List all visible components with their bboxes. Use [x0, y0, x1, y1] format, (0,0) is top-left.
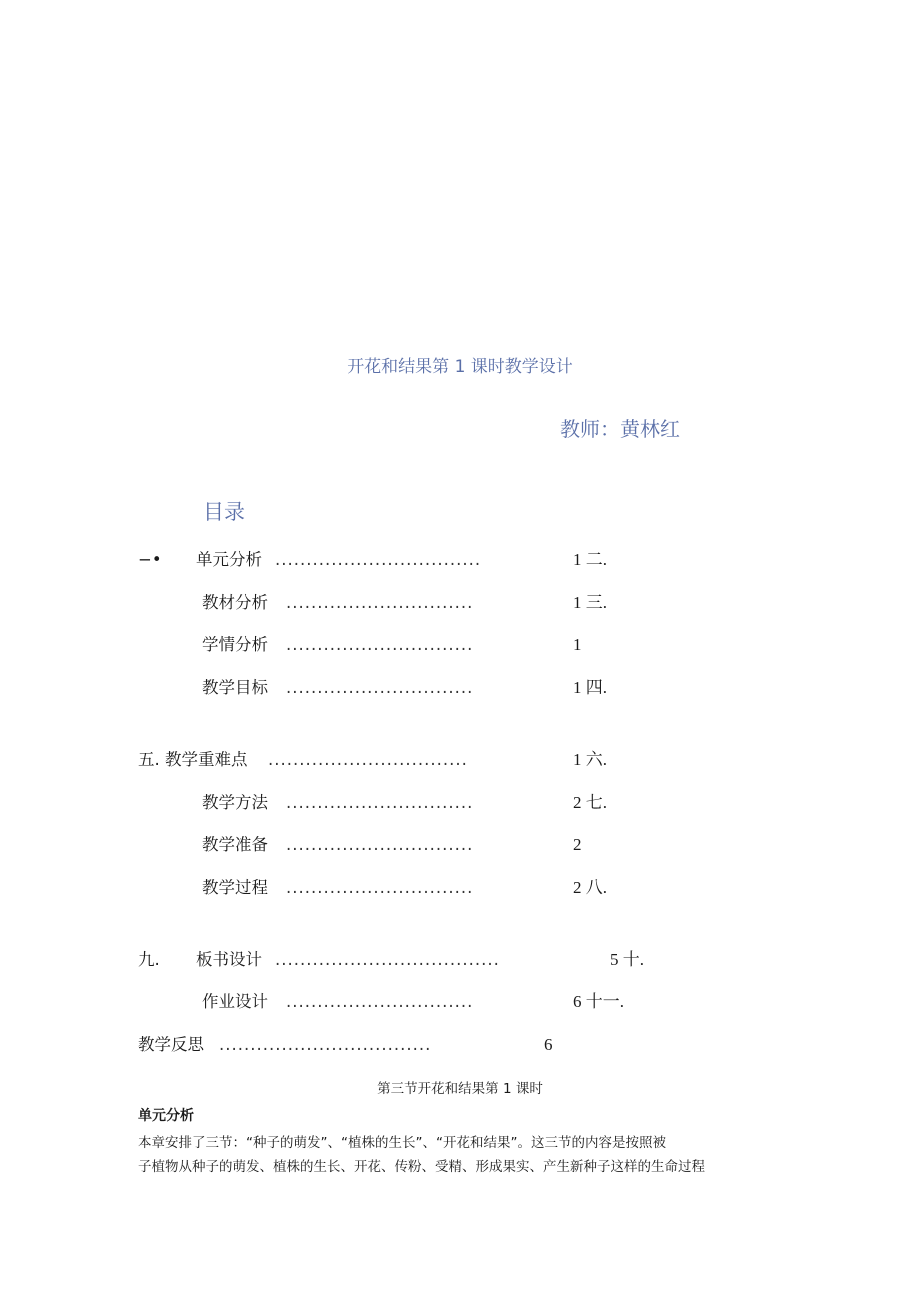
toc-leader-dots: .................................: [275, 550, 482, 569]
toc-leader-dots: ..............................: [286, 793, 474, 812]
toc-entry-page: 5 十.: [610, 950, 644, 969]
toc-entry-label: 教学反思: [138, 1035, 204, 1054]
toc-heading: 目录: [203, 500, 245, 524]
toc-entry-page: 1 六.: [573, 750, 607, 769]
toc-entry[interactable]: [0, 591, 920, 615]
toc-leader-dots: ..................................: [219, 1035, 432, 1054]
toc-leader-dots: ..............................: [286, 593, 474, 612]
toc-entry-label: 教学过程: [202, 878, 268, 897]
toc-entry-page: 2: [573, 835, 582, 854]
toc-entry-page: 1: [573, 635, 582, 654]
paragraph-line: 子植物从种子的萌发、植株的生长、开花、传粉、受精、形成果实、产生新种子这样的生命过程: [138, 1159, 705, 1175]
toc-entry-number: 九.: [138, 950, 160, 969]
toc-entry-page: 1 二.: [573, 550, 607, 569]
toc-entry[interactable]: [0, 876, 920, 900]
unit-analysis-heading: 单元分析: [138, 1108, 194, 1124]
teacher-name: 教师：黄林红: [560, 417, 680, 441]
document-title: 开花和结果第 1 课时教学设计: [347, 357, 573, 377]
toc-entry-label: 学情分析: [202, 635, 268, 654]
toc-entry[interactable]: [0, 748, 920, 772]
toc-entry-page: 6 十一.: [573, 992, 624, 1011]
toc-leader-dots: ..............................: [286, 992, 474, 1011]
toc-entry[interactable]: [0, 990, 920, 1014]
toc-leader-dots: ..............................: [286, 678, 474, 697]
toc-entry-label: 单元分析: [196, 550, 262, 569]
toc-leader-dots: ....................................: [275, 950, 500, 969]
section-title: 第三节开花和结果第 1 课时: [377, 1081, 543, 1097]
toc-entry-page: 6: [544, 1035, 553, 1054]
toc-entry-label: 教学准备: [202, 835, 268, 854]
toc-entry-label: 教学方法: [202, 793, 268, 812]
toc-entry-label: 五. 教学重难点: [138, 750, 248, 769]
toc-entry[interactable]: [0, 791, 920, 815]
toc-leader-dots: ..............................: [286, 878, 474, 897]
toc-entry[interactable]: [0, 833, 920, 857]
toc-entry[interactable]: [0, 548, 920, 572]
toc-entry-page: 2 八.: [573, 878, 607, 897]
toc-entry-page: 1 三.: [573, 593, 607, 612]
toc-entry-label: 板书设计: [196, 950, 262, 969]
toc-entry[interactable]: [0, 676, 920, 700]
toc-leader-dots: ..............................: [286, 835, 474, 854]
toc-entry-label: 作业设计: [202, 992, 268, 1011]
toc-entry[interactable]: [0, 948, 920, 972]
toc-leader-dots: ................................: [268, 750, 468, 769]
toc-entry-label: 教材分析: [202, 593, 268, 612]
toc-entry-page: 2 七.: [573, 793, 607, 812]
toc-entry[interactable]: [0, 633, 920, 657]
toc-entry-number: −•: [138, 550, 162, 569]
paragraph-line: 本章安排了三节：“种子的萌发”、“植株的生长”、“开花和结果”。这三节的内容是按照被: [138, 1135, 666, 1151]
toc-entry-label: 教学目标: [202, 678, 268, 697]
toc-entry-page: 1 四.: [573, 678, 607, 697]
toc-leader-dots: ..............................: [286, 635, 474, 654]
toc-entry[interactable]: [0, 1033, 920, 1057]
